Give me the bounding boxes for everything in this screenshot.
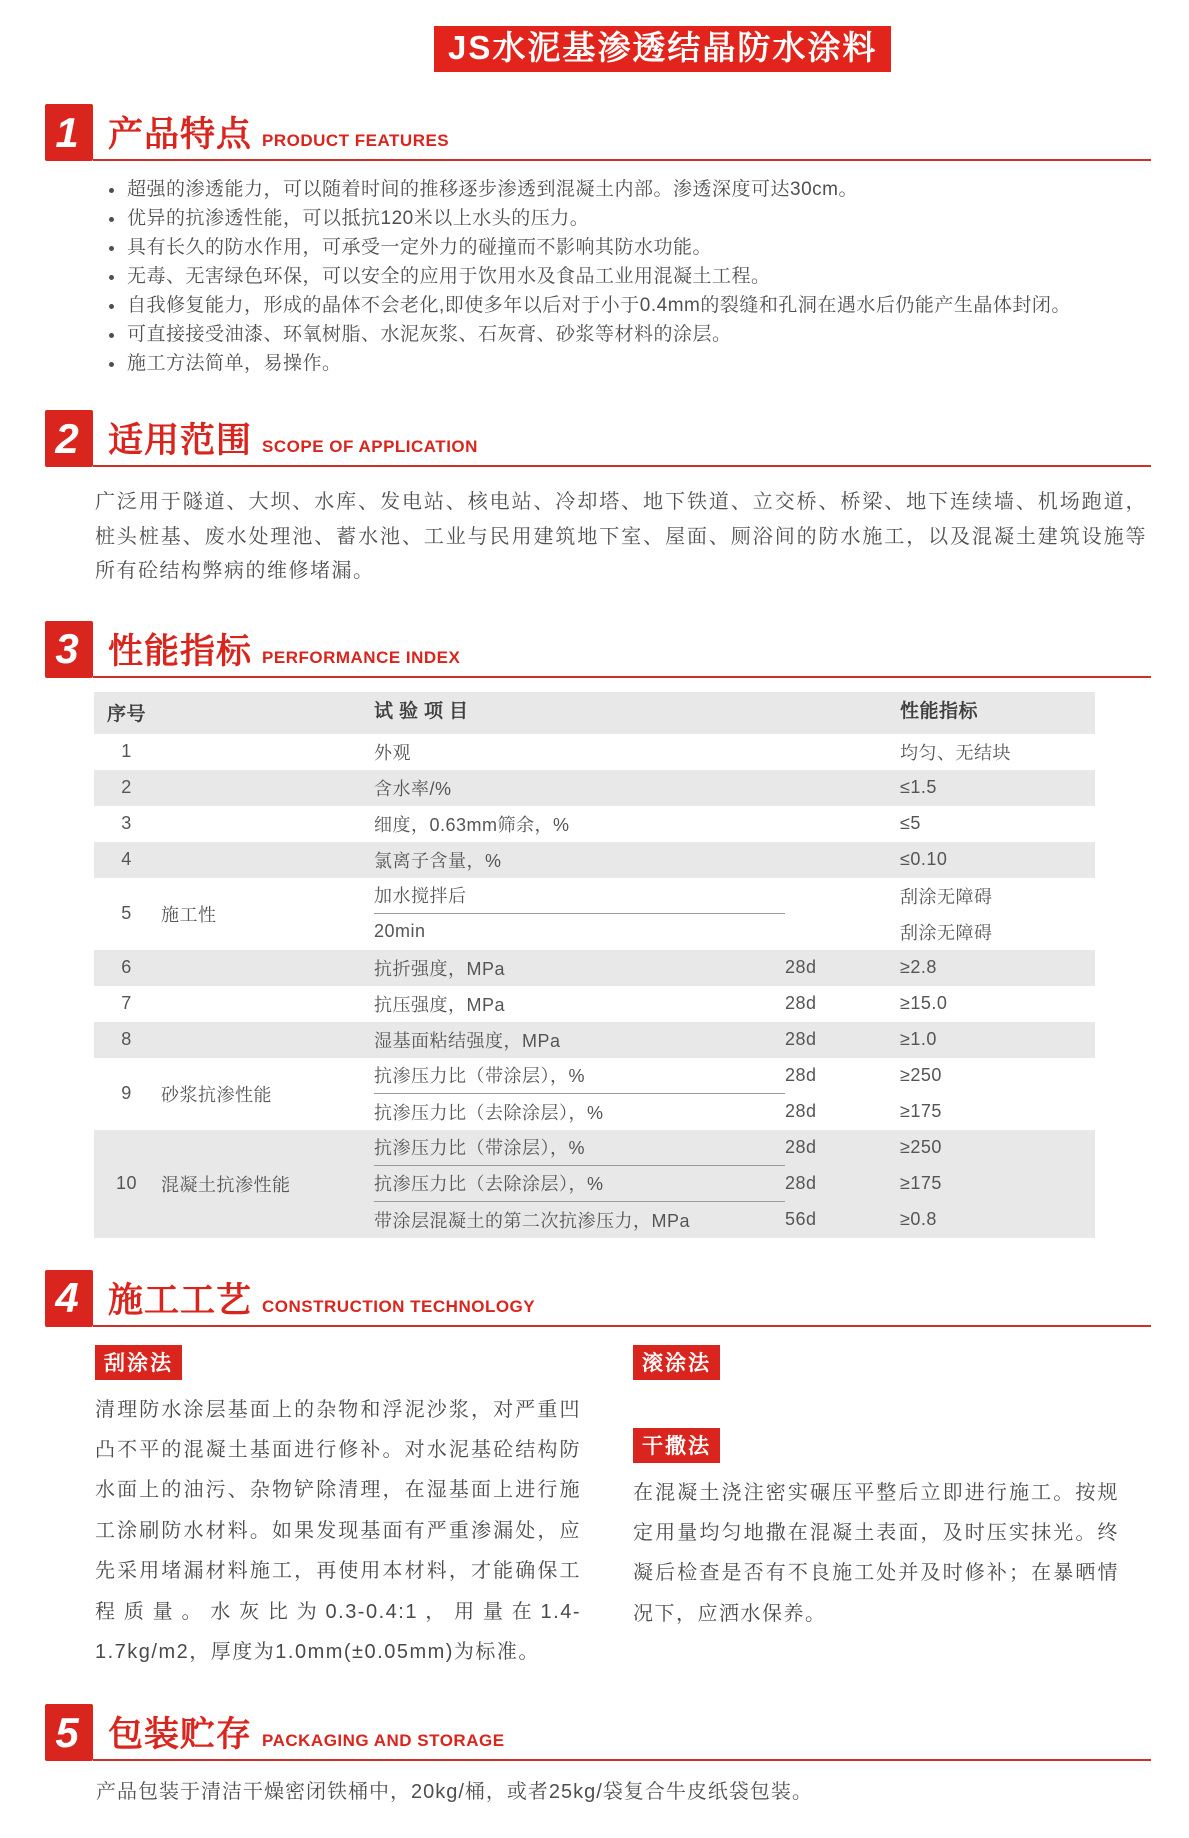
table-cell-item: 湿基面粘结强度，MPa: [374, 1030, 561, 1051]
method-badge-dry: 干撒法: [633, 1428, 720, 1463]
table-cell-index: ≥250: [900, 1137, 942, 1158]
table-cell-index: 均匀、无结块: [900, 742, 1011, 763]
table-cell-age: [785, 878, 900, 914]
scope-paragraph: 广泛用于隧道、大坝、水库、发电站、核电站、冷却塔、地下铁道、立交桥、桥梁、地下连续墙、机场跑道，桩头桩基、废水处理池、蓄水池、工业与民用建筑地下室、屋面、厕浴间的防水施工，以及混凝土建筑设施等所有砼结构弊病的维修堵漏。: [95, 491, 1147, 583]
section-subtitle: CONSTRUCTION TECHNOLOGY: [262, 1296, 536, 1316]
section-subtitle: PERFORMANCE INDEX: [262, 647, 461, 667]
section-title: 适用范围: [108, 421, 253, 461]
table-row: [94, 806, 1095, 842]
table-cell-age: 28d: [785, 993, 817, 1014]
table-cell-index: ≥2.8: [900, 957, 937, 978]
section-number-badge: 1: [45, 104, 93, 161]
construction-methods: [95, 1345, 1119, 1673]
table-cell-index: ≤5: [900, 813, 921, 834]
table-subrow: [374, 806, 1095, 842]
table-cell-item: 加水搅拌后: [374, 878, 785, 914]
table-subrows: [374, 1130, 1095, 1238]
method-text-dry: 在混凝土浇注密实碾压平整后立即进行施工。按规定用量均匀地撒在混凝土表面，及时压实抹光。终凝后检查是否有不良施工处并及时修补；在暴晒情况下，应洒水保养。: [633, 1481, 1119, 1625]
table-subrows: [374, 878, 1095, 950]
table-subrows: [374, 842, 1095, 878]
table-cell-seq: 10: [115, 1173, 138, 1194]
table-cell-item: 抗渗压力比（带涂层），%: [374, 1130, 785, 1166]
table-row: [94, 842, 1095, 878]
section-subtitle: PRODUCT FEATURES: [262, 131, 450, 151]
table-cell-item: 外观: [374, 742, 411, 763]
section-title: 施工工艺: [108, 1280, 253, 1320]
table-cell-category: 混凝土抗渗性能: [161, 1174, 291, 1195]
table-cell-age: [785, 734, 900, 770]
table-cell-index: ≥250: [900, 1065, 942, 1086]
section-title-row: [93, 632, 1151, 678]
table-cell-item: 试验项目: [374, 701, 475, 723]
packaging-paragraph: 产品包装于清洁干燥密闭铁桶中，20kg/桶，或者25kg/袋复合牛皮纸袋包装。: [96, 1781, 813, 1804]
section-title-row: [93, 1715, 1151, 1761]
table-cell-age: 28d: [785, 1173, 817, 1194]
table-cell-age: 28d: [785, 1065, 817, 1086]
table-cell-category: [159, 986, 374, 1022]
table-subrow: [374, 842, 1095, 878]
table-cell-age: [785, 914, 900, 950]
table-cell-index: ≥0.8: [900, 1209, 937, 1230]
method-column-left: [95, 1345, 581, 1673]
table-cell-category: 施工性: [161, 904, 217, 925]
table-subrows: [374, 1058, 1095, 1130]
table-row: [94, 1022, 1095, 1058]
table-subrow: [374, 1130, 1095, 1166]
table-cell-index: 刮涂无障碍: [900, 922, 993, 943]
section-header-performance: [45, 621, 1151, 678]
method-column-right: [633, 1345, 1119, 1673]
table-subrow: [374, 1202, 1095, 1238]
section-number-badge: 5: [45, 1704, 93, 1761]
table-row: [94, 1130, 1095, 1238]
table-subrow: [374, 1094, 1095, 1130]
table-cell-category: [159, 1022, 374, 1058]
table-cell-age: [785, 842, 900, 878]
table-cell-index: ≥1.0: [900, 1029, 937, 1050]
table-cell-age: 28d: [785, 1101, 817, 1122]
table-row: [94, 770, 1095, 806]
table-cell-item: 抗渗压力比（带涂层），%: [374, 1058, 785, 1094]
table-subrows: [374, 734, 1095, 770]
table-subrows: [374, 986, 1095, 1022]
table-cell-item: 20min: [374, 921, 426, 942]
table-subrows: [374, 770, 1095, 806]
table-cell-index: ≥15.0: [900, 993, 948, 1014]
table-cell-seq: 5: [121, 903, 132, 924]
table-cell-index: 刮涂无障碍: [900, 886, 993, 907]
section-number-badge: 2: [45, 410, 93, 467]
table-cell-seq: 3: [121, 813, 132, 834]
section-number-badge: 4: [45, 1270, 93, 1327]
table-subrow: [374, 914, 1095, 950]
table-cell-seq: 序号: [106, 704, 146, 726]
table-subrows: [374, 1022, 1095, 1058]
table-cell-age: [785, 806, 900, 842]
table-subrow: [374, 950, 1095, 986]
table-subrow: [374, 1022, 1095, 1058]
features-list: [105, 176, 1149, 378]
section-title: 产品特点: [108, 115, 253, 155]
feature-item: 可直接接受油漆、环氧树脂、水泥灰浆、石灰膏、砂浆等材料的涂层。: [105, 321, 1149, 350]
table-cell-category: [159, 842, 374, 878]
table-cell-item: 抗渗压力比（去除涂层），%: [374, 1166, 785, 1202]
method-badge-roll: 滚涂法: [633, 1345, 720, 1380]
table-subrow: [374, 1166, 1095, 1202]
table-cell-item: 带涂层混凝土的第二次抗渗压力，MPa: [374, 1210, 691, 1231]
table-subrow: [374, 734, 1095, 770]
table-cell-item: 抗压强度，MPa: [374, 994, 506, 1015]
section-header-scope: [45, 410, 1151, 467]
method-badge-scrape: 刮涂法: [95, 1345, 182, 1380]
table-subrow: [374, 986, 1095, 1022]
section-number-badge: 3: [45, 621, 93, 678]
table-row: [94, 734, 1095, 770]
section-title: 性能指标: [108, 631, 253, 671]
table-cell-age: [785, 692, 900, 728]
table-cell-category: 砂浆抗渗性能: [161, 1084, 272, 1105]
feature-item: 无毒、无害绿色环保，可以安全的应用于饮用水及食品工业用混凝土工程。: [105, 263, 1149, 292]
table-cell-seq: 6: [121, 957, 132, 978]
feature-item: 自我修复能力，形成的晶体不会老化,即使多年以后对于小于0.4mm的裂缝和孔洞在遇水后仍能产生晶体封闭。: [105, 292, 1149, 321]
table-cell-category: [159, 770, 374, 806]
table-cell-item: 细度，0.63mm筛余，%: [374, 814, 570, 835]
section-title-row: [93, 115, 1151, 161]
table-subrow: [374, 770, 1095, 806]
table-cell-item: 抗渗压力比（去除涂层），%: [374, 1102, 604, 1123]
table-cell-seq: 8: [121, 1029, 132, 1050]
table-cell-index: ≤0.10: [900, 849, 948, 870]
feature-item: 优异的抗渗透性能，可以抵抗120米以上水头的压力。: [105, 205, 1149, 234]
section-subtitle: PACKAGING AND STORAGE: [262, 1731, 505, 1751]
section-header-packaging: [45, 1704, 1151, 1761]
method-text-scrape: 清理防水涂层基面上的杂物和浮泥沙浆，对严重凹凸不平的混凝土基面进行修补。对水泥基砼结构防水面上的油污、杂物铲除清理，在湿基面上进行施工涂刷防水材料。如果发现基面有严重渗漏处，应先采用堵漏材料施工，再使用本材料，才能确保工程质量。水灰比为0.3-0.4:1，用量在1.4-1.7kg/m2，厚度为1.0mm(±0.05mm)为标准。: [95, 1398, 581, 1663]
table-cell-index: ≤1.5: [900, 777, 937, 798]
table-cell-seq: 4: [121, 849, 132, 870]
feature-item: 具有长久的防水作用，可承受一定外力的碰撞而不影响其防水功能。: [105, 234, 1149, 263]
table-cell-age: 28d: [785, 1029, 817, 1050]
table-header-row: [94, 692, 1095, 734]
page-title: JS水泥基渗透结晶防水涂料: [434, 26, 891, 72]
table-row: [94, 986, 1095, 1022]
feature-item: 超强的渗透能力，可以随着时间的推移逐步渗透到混凝土内部。渗透深度可达30cm。: [105, 176, 1149, 205]
table-cell-item: 含水率/%: [374, 778, 452, 799]
table-subrow: [374, 692, 1095, 728]
table-cell-seq: 2: [121, 777, 132, 798]
table-cell-age: 28d: [785, 1137, 817, 1158]
table-cell-index: ≥175: [900, 1173, 942, 1194]
table-subrow: [374, 1058, 1095, 1094]
section-title: 包装贮存: [108, 1715, 253, 1755]
table-subrow: [374, 878, 1095, 914]
performance-table: [94, 692, 1095, 1238]
table-cell-seq: 9: [121, 1083, 132, 1104]
table-cell-seq: 7: [121, 993, 132, 1014]
section-title-row: [93, 1281, 1151, 1327]
table-row: [94, 950, 1095, 986]
table-row: [94, 1058, 1095, 1130]
table-cell-age: [785, 770, 900, 806]
table-cell-age: 56d: [785, 1209, 817, 1230]
table-cell-category: [159, 950, 374, 986]
table-cell-category: [159, 806, 374, 842]
table-subrows: [374, 806, 1095, 842]
table-cell-item: 氯离子含量，%: [374, 850, 502, 871]
table-cell-category: [159, 734, 374, 770]
table-cell-category: [159, 692, 374, 734]
table-cell-index: 性能指标: [900, 701, 979, 723]
table-subrows: [374, 692, 1095, 734]
section-header-features: [45, 104, 1151, 161]
table-subrows: [374, 950, 1095, 986]
table-cell-seq: 1: [121, 741, 132, 762]
section-title-row: [93, 421, 1151, 467]
section-subtitle: SCOPE OF APPLICATION: [262, 437, 478, 457]
section-header-construction: [45, 1270, 1151, 1327]
table-cell-item: 抗折强度，MPa: [374, 958, 506, 979]
table-row: [94, 878, 1095, 950]
table-cell-age: 28d: [785, 957, 817, 978]
feature-item: 施工方法简单，易操作。: [105, 350, 1149, 379]
table-cell-index: ≥175: [900, 1101, 942, 1122]
